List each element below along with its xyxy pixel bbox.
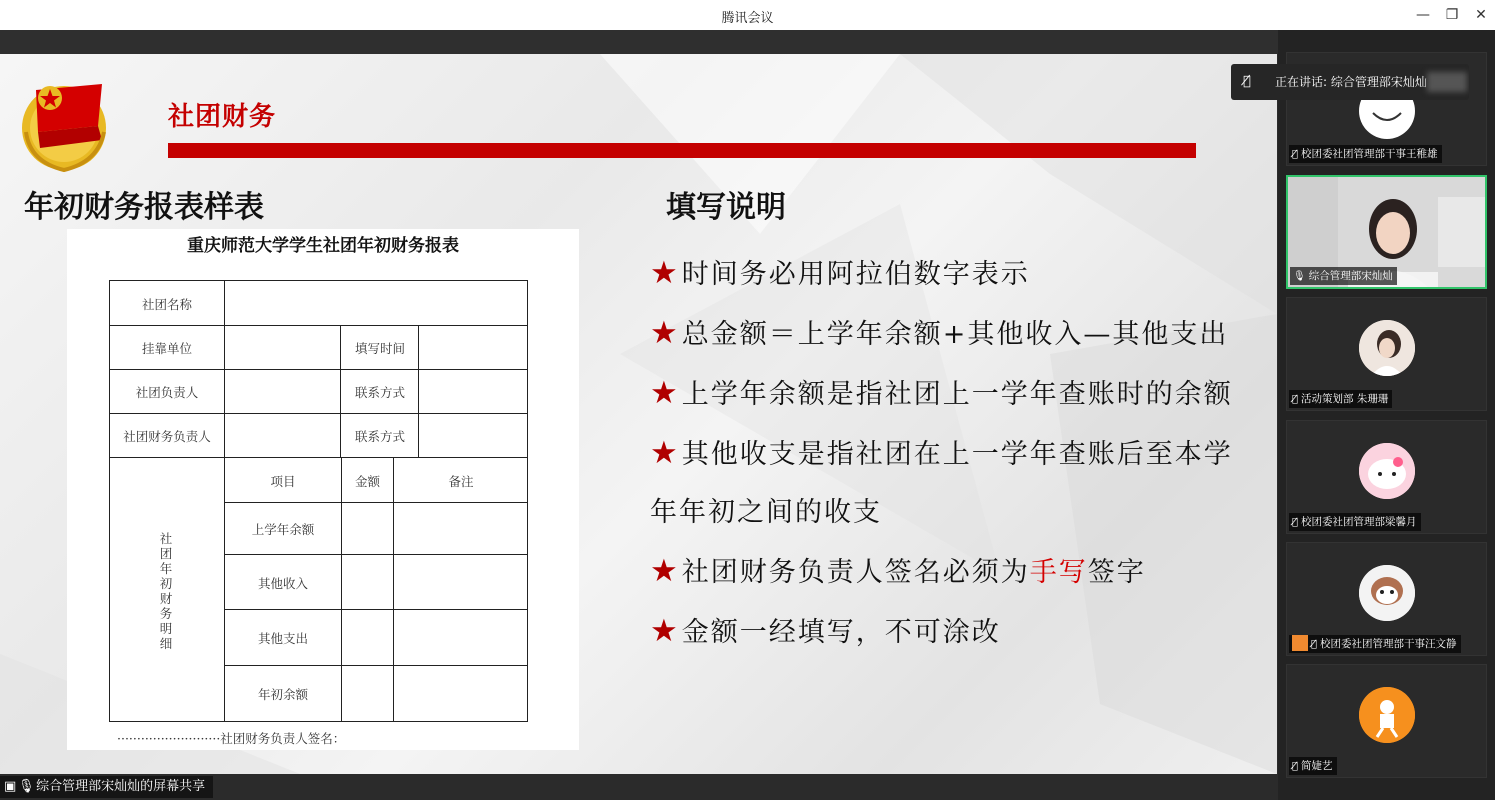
youth-league-emblem-icon: [16, 70, 118, 174]
restore-button[interactable]: ❐: [1445, 7, 1459, 23]
avatar: [1359, 443, 1415, 499]
participant-panel: [1278, 30, 1495, 800]
form-label-affiliation: 挂靠单位: [141, 341, 192, 356]
form-label-finance-leader: 社团财务负责人: [123, 429, 211, 444]
star-icon: ★: [650, 315, 680, 351]
form-item-last-balance: 上学年余额: [251, 522, 315, 537]
window-titlebar: [0, 0, 1495, 30]
instruction-item: ★其他收支是指社团在上一学年查账后至本学年年初之间的收支: [650, 435, 1233, 528]
mic-muted-icon: 🎙̸: [1292, 394, 1299, 405]
blurred-region: [1427, 72, 1467, 92]
form-item-other-expense: 其他支出: [257, 631, 308, 646]
instruction-item: ★社团财务负责人签名必须为手写签字: [650, 553, 1146, 589]
screen-share-label[interactable]: [0, 776, 213, 798]
star-icon: ★: [650, 255, 680, 291]
form-label-fill-time: 填写时间: [354, 341, 405, 356]
participant-tile-active[interactable]: [1286, 175, 1487, 289]
form-label-contact: 联系方式: [354, 385, 405, 400]
participant-name-tag: 🎙 综合管理部宋灿灿: [1290, 267, 1397, 285]
mic-muted-icon: 🎙̸: [1311, 639, 1318, 650]
title-underline-bar: [168, 143, 1196, 158]
close-button[interactable]: ✕: [1475, 7, 1487, 23]
person-photo-icon: [1359, 320, 1415, 376]
star-icon: ★: [650, 613, 680, 649]
participant-name-tag: 🎙̸ 活动策划部 朱珊珊: [1289, 390, 1392, 408]
form-vertical-label: 社团年初财务明细: [159, 531, 173, 651]
instruction-item: ★金额一经填写，不可涂改: [650, 613, 1001, 649]
form-title: 重庆师范大学学生社团年初财务报表: [187, 236, 459, 256]
form-item-other-income: 其他收入: [257, 576, 308, 591]
share-top-strip: [0, 30, 1278, 54]
speaking-text: 正在讲话: 综合管理部宋灿灿: [1275, 75, 1427, 89]
star-icon: ★: [650, 553, 680, 589]
form-label-club-leader: 社团负责人: [135, 385, 199, 400]
participant-tile[interactable]: [1286, 297, 1487, 411]
mic-muted-icon: 🎙̸: [1292, 761, 1299, 772]
screen-share-icon: ▣: [4, 779, 17, 794]
mic-muted-icon: 🎙̸: [1292, 517, 1299, 528]
financial-report-form: [67, 229, 579, 750]
instruction-item: ★总金额＝上学年余额+其他收入—其他支出: [650, 315, 1229, 351]
mic-muted-icon: 🎙̸: [1243, 74, 1251, 89]
participant-name-tag: 🎙̸ 校团委社团管理部干事汪文静: [1289, 635, 1461, 653]
form-label-contact: 联系方式: [354, 429, 405, 444]
person-icon: [1292, 635, 1308, 651]
form-header-item: 项目: [270, 474, 296, 489]
speaking-indicator: [1231, 64, 1469, 100]
cartoon-runner-icon: [1359, 687, 1415, 743]
window-title: 腾讯会议: [721, 11, 774, 26]
form-header-remark: 备注: [448, 474, 474, 489]
instructions-list: [650, 244, 1250, 662]
section-title: 社团财务: [168, 102, 277, 132]
instruction-item: ★时间务必用阿拉伯数字表示: [650, 255, 1030, 291]
shared-slide: [0, 54, 1277, 774]
star-icon: ★: [650, 435, 680, 471]
screen-share-text: 综合管理部宋灿灿的屏幕共享: [36, 779, 206, 794]
cartoon-monkey-icon: [1359, 565, 1415, 621]
minimize-button[interactable]: —: [1416, 7, 1430, 23]
participant-tile[interactable]: [1286, 542, 1487, 656]
instruction-item: ★上学年余额是指社团上一学年查账时的余额: [650, 375, 1233, 411]
participant-name-tag: 🎙̸ 校团委社团管理部干事王稚雄: [1289, 145, 1442, 163]
form-item-start-balance: 年初余额: [257, 687, 308, 702]
participant-tile[interactable]: [1286, 664, 1487, 778]
mic-muted-icon: 🎙̸: [1292, 149, 1299, 160]
form-signature-line: ··························社团财务负责人签名：: [117, 731, 346, 746]
microphone-icon: 🎙: [1293, 271, 1306, 282]
microphone-icon: 🎙: [18, 779, 35, 794]
right-heading: 填写说明: [666, 190, 786, 225]
form-label-club-name: 社团名称: [141, 297, 192, 312]
form-header-amount: 金额: [354, 474, 380, 489]
left-heading: 年初财务报表样表: [24, 190, 264, 225]
participant-name-tag: 🎙̸ 简婕艺: [1289, 757, 1337, 775]
avatar: [1359, 565, 1415, 621]
avatar: [1359, 687, 1415, 743]
highlight-handwritten: 手写: [1029, 557, 1088, 588]
hello-kitty-icon: [1359, 443, 1415, 499]
participant-name-tag: 🎙̸ 校团委社团管理部梁馨月: [1289, 513, 1421, 531]
star-icon: ★: [650, 375, 680, 411]
avatar: [1359, 320, 1415, 376]
participant-tile[interactable]: [1286, 420, 1487, 534]
